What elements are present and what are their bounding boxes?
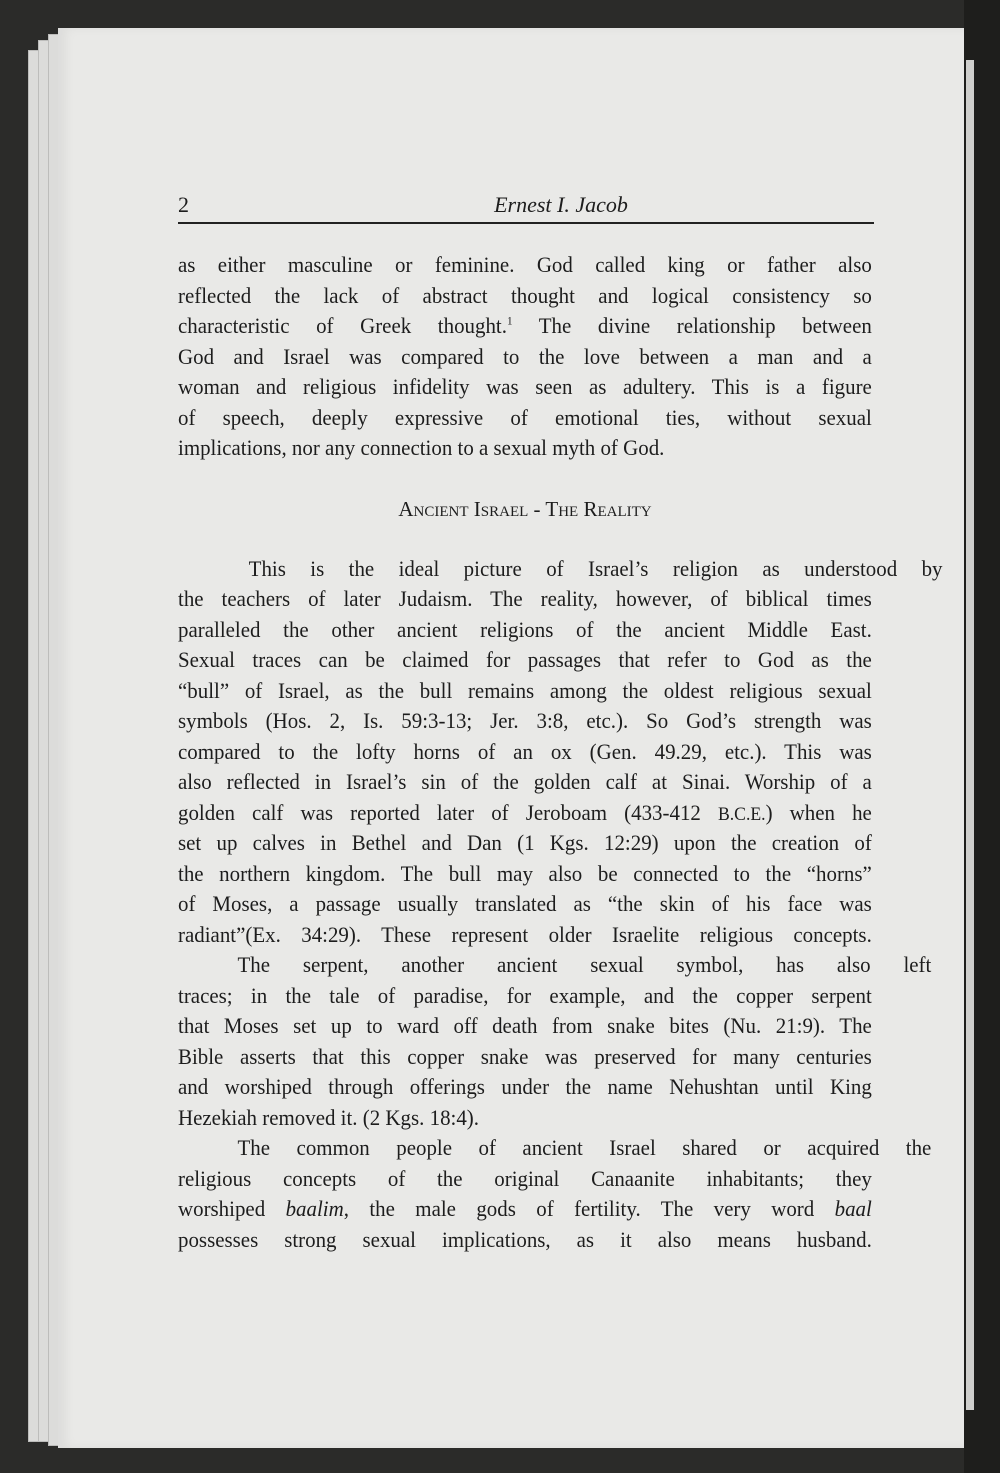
text-line: of speech, deeply expressive of emotional ties, without sexual xyxy=(178,404,872,430)
running-title: Ernest I. Jacob xyxy=(494,192,628,217)
text-line: Hezekiah removed it. (2 Kgs. 18:4). xyxy=(178,1104,480,1130)
text-run: B.C.E. xyxy=(717,803,766,825)
text-run: golden calf was reported later of Jeroboam (433-412 xyxy=(178,799,718,825)
text-line: Sexual traces can be claimed for passages that refer to God as the xyxy=(178,647,872,672)
paragraph xyxy=(178,250,872,464)
text-line: that Moses set up to ward off death from snake bites (Nu. 21:9). The xyxy=(178,1013,872,1038)
text-line xyxy=(178,798,872,829)
text-line: compared to the lofty horns of an ox (Gen. 49.29, etc.). This was xyxy=(178,738,872,764)
text-line: the teachers of later Judaism. The reality, however, of biblical times xyxy=(178,586,872,611)
text-line: God and Israel was compared to the love between a man and a xyxy=(178,343,872,369)
text-line: Bible asserts that this copper snake was preserved for many centuries xyxy=(178,1043,872,1069)
italic-term: baalim xyxy=(285,1196,344,1221)
paragraph xyxy=(178,950,932,1133)
text-run: The divine relationship between xyxy=(538,313,872,338)
text-line xyxy=(178,1194,872,1225)
text-line: as either masculine or feminine. God called king or father also xyxy=(178,252,872,277)
section-heading: Ancient Israel - The Reality xyxy=(398,496,652,521)
text-line: reflected the lack of abstract thought and logical consistency so xyxy=(178,282,872,308)
paragraph xyxy=(178,1133,932,1255)
text-line: religious concepts of the original Canaanite inhabitants; they xyxy=(178,1165,872,1191)
text-run: characteristic of Greek thought. xyxy=(178,313,507,338)
text-line: symbols (Hos. 2, Is. 59:3-13; Jer. 3:8, etc.). So God’s strength was xyxy=(178,708,872,733)
page-header xyxy=(178,190,874,224)
facing-page-edge xyxy=(966,60,974,1410)
text-line: The common people of ancient Israel shared or acquired the xyxy=(237,1135,932,1160)
text-line: the northern kingdom. The bull may also be connected to the “horns” xyxy=(178,860,872,886)
text-run: , the male gods of fertility. The very word xyxy=(343,1196,835,1221)
text-line xyxy=(178,311,872,342)
text-line: set up calves in Bethel and Dan (1 Kgs. 12:29) upon the creation of xyxy=(178,830,872,855)
footnote-marker[interactable]: 1 xyxy=(506,313,513,328)
text-line: traces; in the tale of paradise, for example, and the copper serpent xyxy=(178,982,872,1008)
text-line: radiant”(Ex. 34:29). These represent older Israelite religious concepts. xyxy=(178,921,872,947)
text-line: The serpent, another ancient sexual symbol, has also left xyxy=(237,952,932,977)
text-line: This is the ideal picture of Israel’s religion as understood by xyxy=(248,555,943,581)
text-line: implications, nor any connection to a sexual myth of God. xyxy=(178,435,665,460)
text-line: of Moses, a passage usually translated as “the skin of his face was xyxy=(178,891,872,916)
text-line: possesses strong sexual implications, as it also means husband. xyxy=(178,1226,872,1252)
paragraph xyxy=(178,554,943,951)
text-line: paralleled the other ancient religions of the ancient Middle East. xyxy=(178,616,872,642)
text-run: ) when he xyxy=(765,799,872,825)
text-line: “bull” of Israel, as the bull remains among the oldest religious sexual xyxy=(178,677,872,703)
body-text xyxy=(178,250,943,1255)
text-run: worshiped xyxy=(178,1196,286,1221)
text-line: woman and religious infidelity was seen as adultery. This is a figure xyxy=(178,374,872,399)
page-number: 2 xyxy=(178,192,189,217)
text-line: also reflected in Israel’s sin of the golden calf at Sinai. Worship of a xyxy=(178,769,872,794)
italic-term: baal xyxy=(834,1196,872,1221)
text-line: and worshiped through offerings under the name Nehushtan until King xyxy=(178,1074,872,1099)
